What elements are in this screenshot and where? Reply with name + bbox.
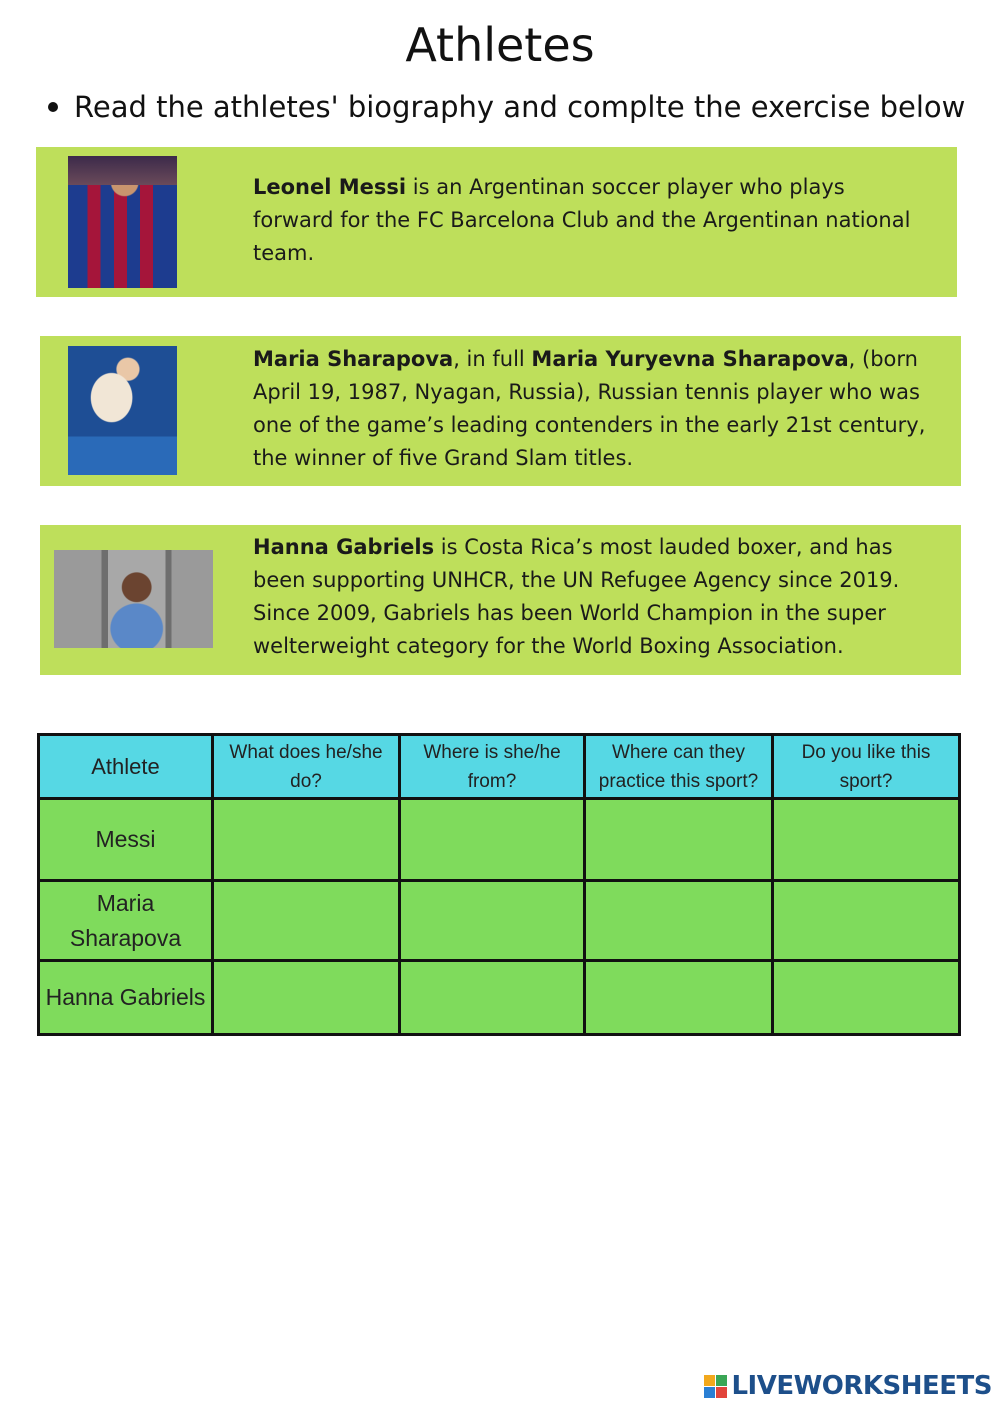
header-like-sport: Do you like this sport? (773, 735, 960, 799)
answer-cell[interactable] (400, 799, 585, 881)
brand-text: LIVEWORKSHEETS (731, 1371, 992, 1401)
table-header-row (39, 735, 960, 799)
logo-square (704, 1375, 715, 1386)
logo-square (704, 1387, 715, 1398)
logo-square (716, 1387, 727, 1398)
row-name-sharapova: Maria Sharapova (39, 881, 213, 961)
bio-name-gabriels: Hanna Gabriels (253, 535, 435, 559)
sharapova-photo (68, 346, 177, 475)
answer-cell[interactable] (585, 961, 773, 1035)
header-athlete: Athlete (39, 735, 213, 799)
answer-cell[interactable] (585, 881, 773, 961)
messi-photo (68, 156, 177, 288)
bio-card-gabriels (40, 525, 961, 675)
liveworksheets-logo-icon (704, 1375, 727, 1398)
answer-cell[interactable] (213, 961, 400, 1035)
instruction (48, 90, 965, 124)
page-title: Athletes (405, 18, 595, 72)
answer-cell[interactable] (400, 961, 585, 1035)
answer-cell[interactable] (213, 881, 400, 961)
logo-square (716, 1375, 727, 1386)
bullet-icon (48, 102, 58, 112)
bio-body-sharapova: , (born April 19, 1987, Nyagan, Russia), Russian tennis player who was one of the game’s leading contenders in the early 21st century, the winner of five Grand Slam titles. (253, 347, 926, 470)
row-name-gabriels: Hanna Gabriels (39, 961, 213, 1035)
gabriels-photo (54, 550, 213, 648)
bio-card-sharapova (40, 336, 961, 486)
bio-text-sharapova (253, 343, 943, 475)
answer-cell[interactable] (213, 799, 400, 881)
bio-name-messi: Leonel Messi (253, 175, 407, 199)
instruction-text: Read the athletes' biography and complte the exercise below (74, 90, 966, 124)
bio-body-gabriels: is Costa Rica’s most lauded boxer, and has been supporting UNHCR, the UN Refugee Agency since 2019. Since 2009, Gabriels has been World Champion in the super welterweight category for the World Boxing Association. (253, 535, 900, 658)
answer-cell[interactable] (773, 799, 960, 881)
bio-fullname-sharapova: Maria Yuryevna Sharapova (531, 347, 849, 371)
table-row (39, 881, 960, 961)
table-row (39, 961, 960, 1035)
bio-name-sharapova: Maria Sharapova (253, 347, 454, 371)
table-row (39, 799, 960, 881)
bio-text-gabriels (253, 531, 943, 663)
exercise-table (37, 733, 961, 1036)
answer-cell[interactable] (585, 799, 773, 881)
bio-text-messi (253, 171, 913, 270)
answer-cell[interactable] (773, 881, 960, 961)
bio-card-messi (36, 147, 957, 297)
liveworksheets-logo (704, 1371, 992, 1401)
answer-cell[interactable] (773, 961, 960, 1035)
answer-cell[interactable] (400, 881, 585, 961)
row-name-messi: Messi (39, 799, 213, 881)
bio-body-messi: is an Argentinan soccer player who plays forward for the FC Barcelona Club and the Argentinan national team. (253, 175, 911, 265)
header-where-from: Where is she/he from? (400, 735, 585, 799)
bio-mid-sharapova: , in full (453, 347, 532, 371)
header-where-practice: Where can they practice this sport? (585, 735, 773, 799)
header-what-do: What does he/she do? (213, 735, 400, 799)
